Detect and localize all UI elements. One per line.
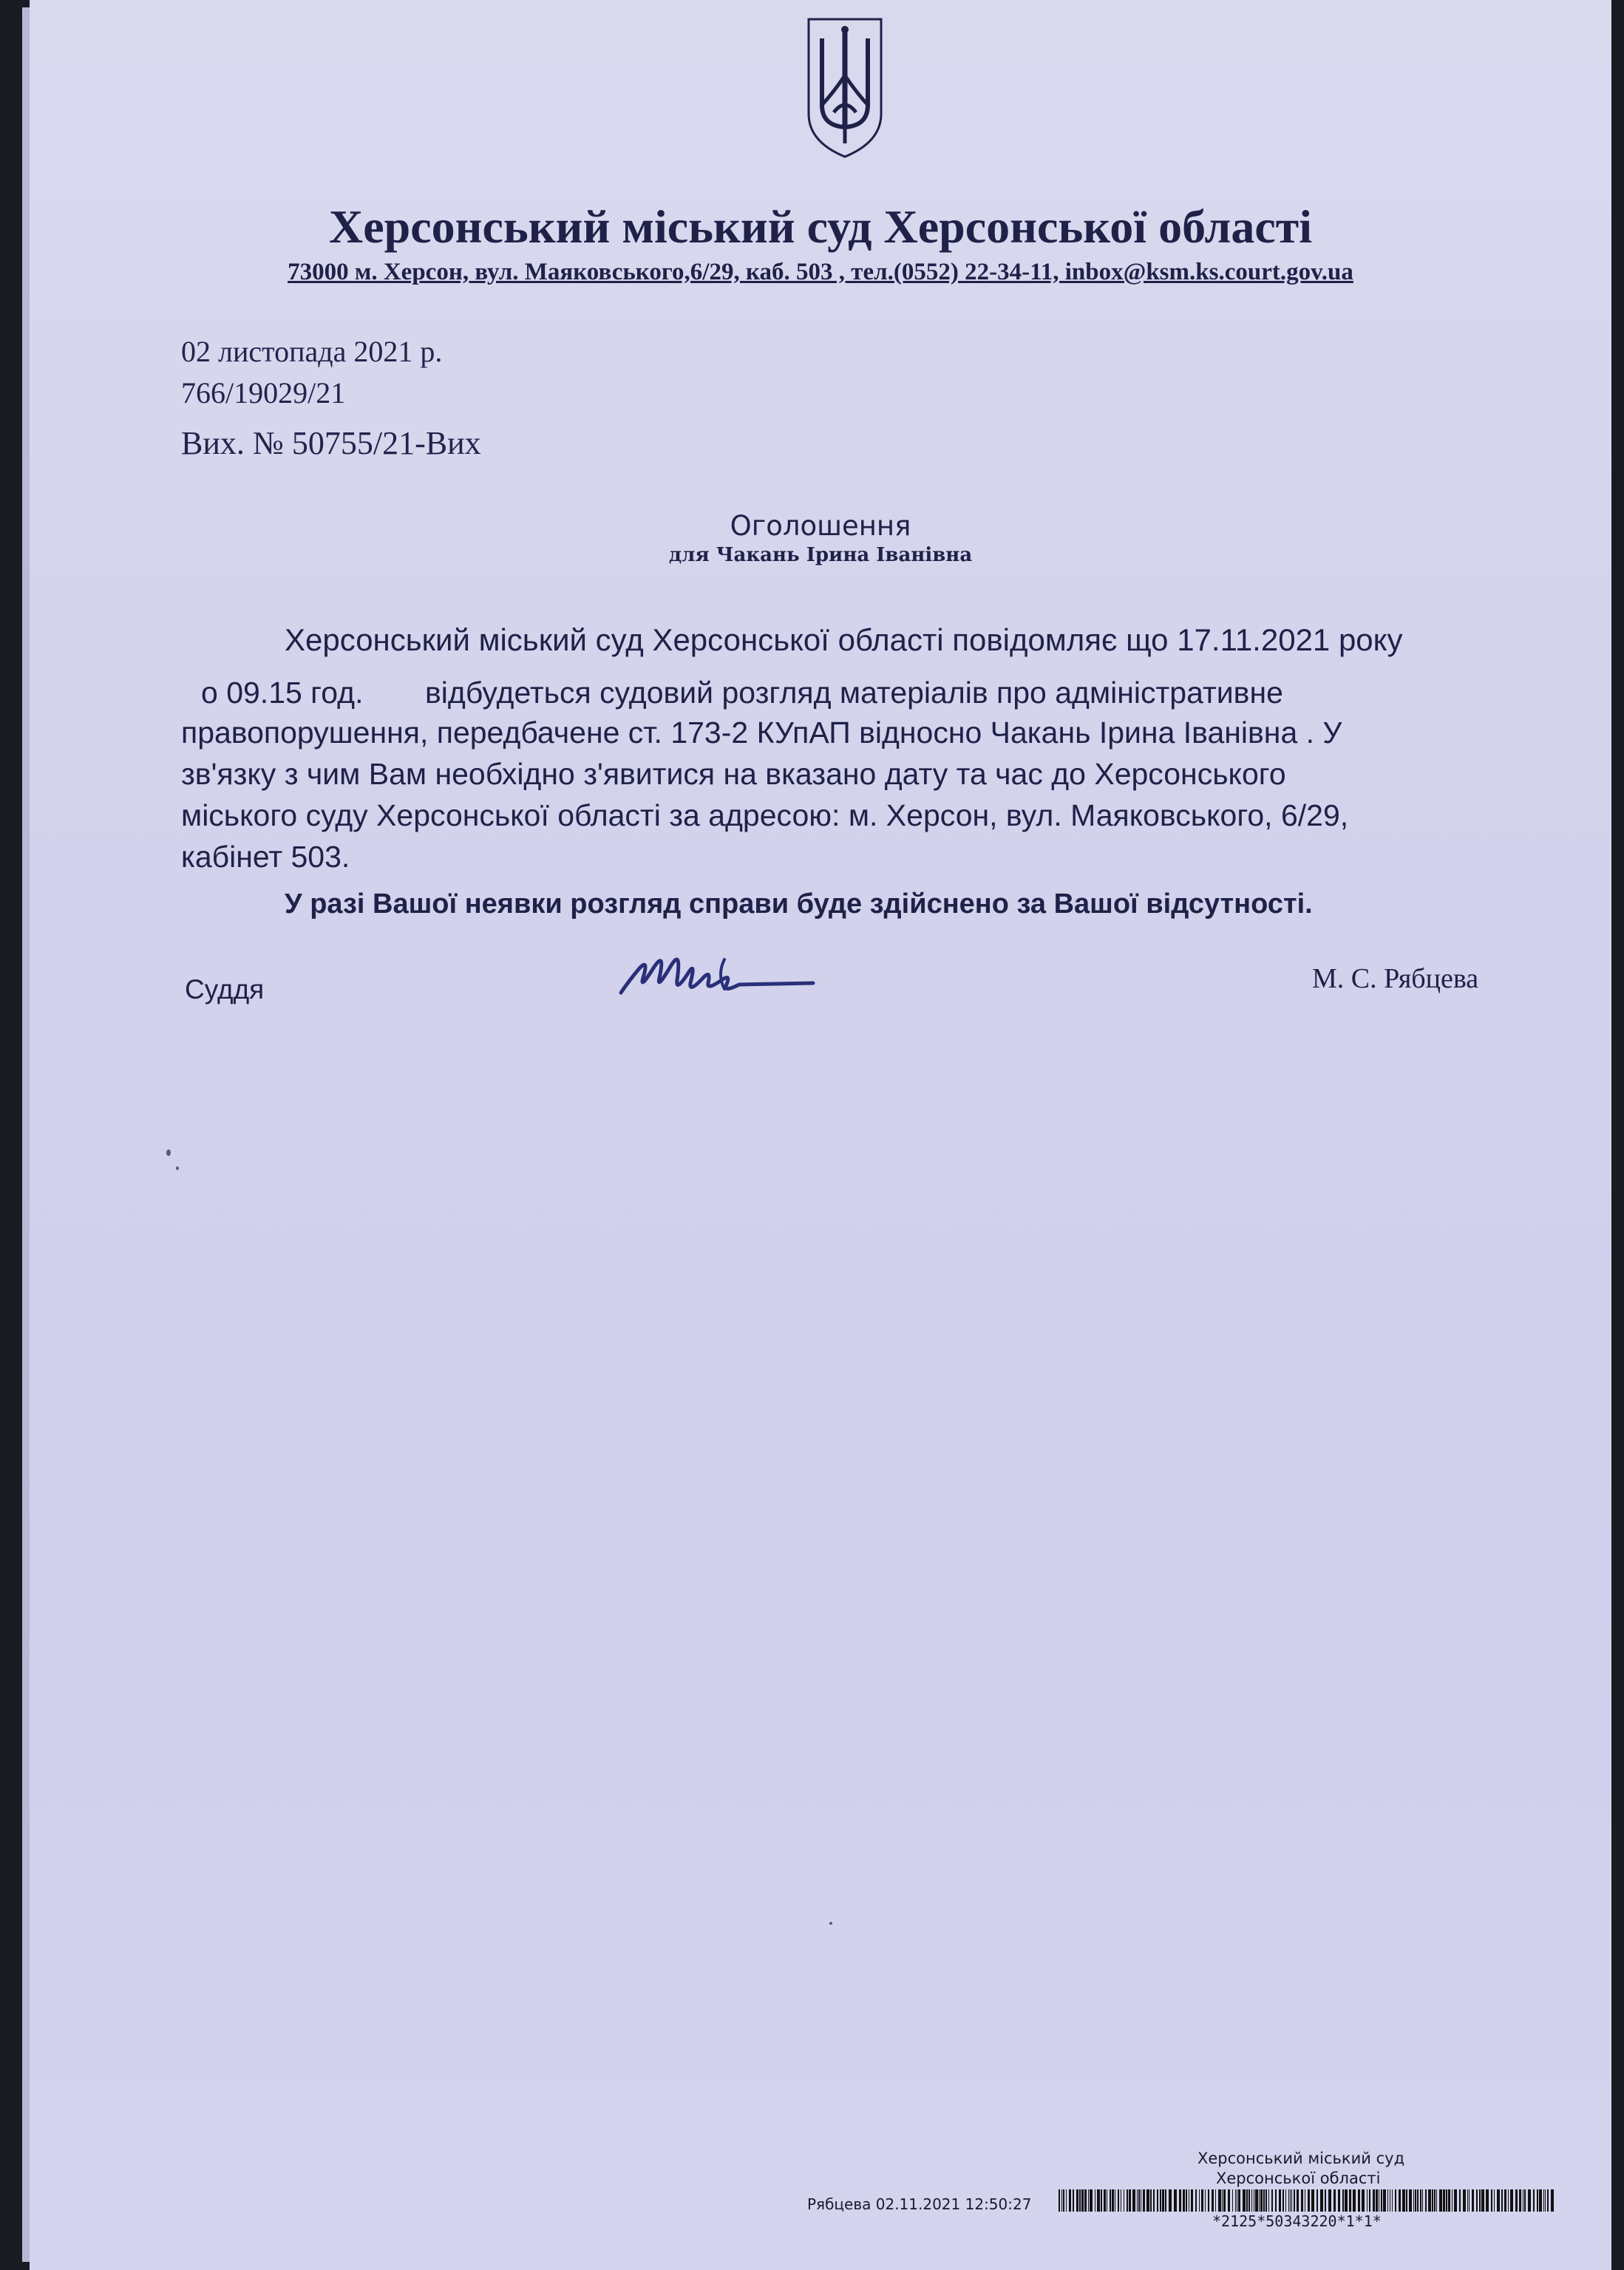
barcode-bar [1097, 2189, 1100, 2212]
paper-speck [176, 1166, 179, 1170]
barcode-bar [1150, 2189, 1152, 2212]
barcode-bar [1073, 2189, 1074, 2212]
barcode-bar [1069, 2189, 1071, 2212]
barcode-bar [1129, 2189, 1131, 2212]
barcode-bar [1186, 2189, 1187, 2212]
barcode-bar [1479, 2189, 1481, 2212]
barcode-bar [1191, 2189, 1193, 2212]
body-line-2-time: о 09.15 год. [201, 676, 364, 710]
barcode-bar [1061, 2189, 1062, 2212]
barcode-bar [1285, 2189, 1286, 2212]
barcode-bar [1481, 2189, 1484, 2212]
barcode-bar [1143, 2189, 1145, 2212]
barcode-bar [1146, 2189, 1149, 2212]
barcode-bar [1338, 2189, 1340, 2212]
barcode-bar [1132, 2189, 1135, 2212]
barcode-bar [1259, 2189, 1260, 2212]
barcode-bar [1316, 2189, 1318, 2212]
barcode-bar [1436, 2189, 1437, 2212]
court-address: 73000 м. Херсон, вул. Маяковського,6/29, каб. 503 , тел.(0552) 22-34-11, inbox@ksm.ks.court.gov.ua [288, 259, 1353, 285]
trident-emblem-icon [806, 16, 884, 160]
barcode-bar [1195, 2189, 1197, 2212]
paper-speck [166, 1149, 171, 1156]
barcode-bar [1547, 2189, 1549, 2212]
barcode-bar [1362, 2189, 1365, 2212]
barcode-bar [1551, 2189, 1554, 2212]
body-line-6: кабінет 503. [181, 840, 350, 874]
barcode-bar [1228, 2189, 1230, 2212]
barcode-bar [1112, 2189, 1114, 2212]
barcode-bar [1291, 2189, 1292, 2212]
barcode-bar [1279, 2189, 1281, 2212]
barcode-bar [1373, 2189, 1375, 2212]
barcode-bar [1367, 2189, 1368, 2212]
barcode-bar [1387, 2189, 1388, 2212]
barcode-bar [1349, 2189, 1351, 2212]
case-number: 766/19029/21 [181, 376, 346, 410]
barcode-bar [1486, 2189, 1489, 2212]
barcode-bar [1294, 2189, 1295, 2212]
barcode-bar [1081, 2189, 1084, 2212]
barcode-bar [1392, 2189, 1393, 2212]
barcode-bar [1497, 2189, 1500, 2212]
barcode-bar [1399, 2189, 1401, 2212]
barcode-bar [1320, 2189, 1323, 2212]
barcode-bar [1260, 2189, 1263, 2212]
barcode-bar [1381, 2189, 1382, 2212]
barcode-bar [1288, 2189, 1289, 2212]
barcode-bar [1063, 2189, 1064, 2212]
barcode-bar [1076, 2189, 1078, 2212]
barcode-bar [1420, 2189, 1421, 2212]
barcode-bar [1138, 2189, 1140, 2212]
barcode-bar [1504, 2189, 1506, 2212]
barcode-bar [1417, 2189, 1419, 2212]
barcode-bar [1311, 2189, 1314, 2212]
barcode-bar [1472, 2189, 1474, 2212]
body-line-3: правопорушення, передбачене ст. 173-2 КУпАП відносно Чакань Ірина Іванівна . У [181, 716, 1342, 750]
barcode-bar [1248, 2189, 1250, 2212]
stamp-org-line-2: Херсонської області [1216, 2169, 1381, 2187]
barcode-bar [1174, 2189, 1177, 2212]
barcode-bar [1090, 2189, 1093, 2212]
barcode-bar [1205, 2189, 1206, 2212]
barcode-bar [1199, 2189, 1200, 2212]
absence-warning: У разі Вашої неявки розгляд справи буде здійснено за Вашої відсутності. [285, 888, 1313, 920]
barcode-bar [1066, 2189, 1067, 2212]
barcode-bar [1510, 2189, 1513, 2212]
barcode-bar [1454, 2189, 1457, 2212]
outgoing-number: Вих. № 50755/21-Вих [181, 425, 481, 461]
barcode-bar [1169, 2189, 1172, 2212]
barcode-bar [1446, 2189, 1447, 2212]
barcode-bar [1223, 2189, 1226, 2212]
barcode-bar [1448, 2189, 1450, 2212]
barcode-bar [1222, 2189, 1223, 2212]
barcode-bar [1537, 2189, 1538, 2212]
barcode-bar [1452, 2189, 1453, 2212]
barcode-bar [1528, 2189, 1531, 2212]
barcode-bar [1235, 2189, 1236, 2212]
barcode-bar [1212, 2189, 1214, 2212]
handwritten-signature-icon [614, 937, 821, 1019]
barcode-bar [1501, 2189, 1503, 2212]
barcode-bar [1353, 2189, 1356, 2212]
barcode-bar [1463, 2189, 1466, 2212]
body-line-1: Херсонський міський суд Херсонської області повідомляє що 17.11.2021 року [285, 622, 1403, 657]
barcode-icon [1059, 2189, 1555, 2212]
barcode-bar [1369, 2189, 1370, 2212]
body-line-2-rest: відбудеться судовий розгляд матеріалів про адміністративне [425, 676, 1283, 710]
barcode-bar [1104, 2189, 1106, 2212]
barcode-bar [1246, 2189, 1248, 2212]
barcode-bar [1243, 2189, 1246, 2212]
barcode-bar [1413, 2189, 1414, 2212]
barcode-bar [1342, 2189, 1344, 2212]
document-date: 02 листопада 2021 р. [181, 335, 443, 368]
barcode-number: *2125*50343220*1*1* [1212, 2212, 1382, 2230]
barcode-bar [1263, 2189, 1265, 2212]
barcode-bar [1409, 2189, 1412, 2212]
court-name-heading: Херсонський міський суд Херсонської області [328, 200, 1313, 253]
barcode-bar [1467, 2189, 1468, 2212]
barcode-bar [1459, 2189, 1461, 2212]
barcode-bar [1255, 2189, 1258, 2212]
paper-speck [829, 1922, 832, 1925]
barcode-bar [1491, 2189, 1492, 2212]
barcode-bar [1333, 2189, 1336, 2212]
barcode-bar [1432, 2189, 1433, 2212]
barcode-bar [1395, 2189, 1396, 2212]
barcode-bar [1515, 2189, 1518, 2212]
barcode-bar [1183, 2189, 1185, 2212]
judge-name: М. С. Рябцева [1312, 963, 1479, 994]
barcode-bar [1271, 2189, 1273, 2212]
barcode-bar [1301, 2189, 1303, 2212]
notice-addressee: для Чакань Ірина Іванівна [668, 544, 973, 566]
barcode-bar [1282, 2189, 1284, 2212]
barcode-bar [1238, 2189, 1240, 2212]
notice-title: Оголошення [730, 510, 911, 542]
barcode-bar [1376, 2189, 1378, 2212]
barcode-bar [1201, 2189, 1203, 2212]
barcode-bar [1165, 2189, 1166, 2212]
body-line-4: зв'язку з чим Вам необхідно з'явитися на вказано дату та час до Херсонського [181, 757, 1286, 791]
barcode-bar [1079, 2189, 1081, 2212]
barcode-bar [1345, 2189, 1348, 2212]
barcode-bar [1265, 2189, 1267, 2212]
barcode-bar [1162, 2189, 1164, 2212]
barcode-bar [1406, 2189, 1407, 2212]
barcode-bar [1118, 2189, 1119, 2212]
barcode-bar [1443, 2189, 1445, 2212]
barcode-bar [1157, 2189, 1158, 2212]
barcode-bar [1476, 2189, 1478, 2212]
barcode-bar [1251, 2189, 1252, 2212]
stamp-signer-timestamp: Рябцева 02.11.2021 12:50:27 [807, 2195, 1032, 2213]
barcode-bar [1084, 2189, 1087, 2212]
barcode-bar [1110, 2189, 1111, 2212]
barcode-bar [1415, 2189, 1416, 2212]
barcode-bar [1268, 2189, 1269, 2212]
barcode-bar [1494, 2189, 1495, 2212]
barcode-bar [1088, 2189, 1089, 2212]
barcode-bar [1402, 2189, 1405, 2212]
barcode-bar [1325, 2189, 1326, 2212]
barcode-bar [1275, 2189, 1277, 2212]
barcode-bar [1469, 2189, 1470, 2212]
barcode-bar [1153, 2189, 1155, 2212]
barcode-bar [1208, 2189, 1209, 2212]
barcode-bar [1519, 2189, 1521, 2212]
barcode-bar [1358, 2189, 1360, 2212]
barcode-bar [1422, 2189, 1423, 2212]
barcode-bar [1543, 2189, 1544, 2212]
barcode-bar [1127, 2189, 1128, 2212]
barcode-bar [1383, 2189, 1386, 2212]
barcode-bar [1215, 2189, 1216, 2212]
barcode-bar [1308, 2189, 1310, 2212]
barcode-bar [1179, 2189, 1181, 2212]
barcode-bar [1533, 2189, 1535, 2212]
barcode-bar [1524, 2189, 1526, 2212]
barcode-bar [1137, 2189, 1138, 2212]
barcode-bar [1425, 2189, 1427, 2212]
barcode-bar [1290, 2189, 1291, 2212]
document-page [30, 0, 1611, 2270]
barcode-bar [1508, 2189, 1509, 2212]
barcode-bar [1439, 2189, 1442, 2212]
barcode-bar [1059, 2189, 1060, 2212]
judge-label: Суддя [185, 974, 265, 1005]
barcode-bar [1160, 2189, 1161, 2212]
barcode-bar [1232, 2189, 1233, 2212]
barcode-bar [1328, 2189, 1331, 2212]
stamp-org-line-1: Херсонський міський суд [1197, 2150, 1405, 2167]
barcode-bar [1218, 2189, 1221, 2212]
barcode-bar [1545, 2189, 1546, 2212]
body-line-5: міського суду Херсонської області за адресою: м. Херсон, вул. Маяковського, 6/29, [181, 798, 1349, 832]
barcode-bar [1539, 2189, 1542, 2212]
barcode-bar [1297, 2189, 1299, 2212]
barcode-bar [1101, 2189, 1102, 2212]
barcode-bar [1428, 2189, 1431, 2212]
barcode-bar [1434, 2189, 1436, 2212]
